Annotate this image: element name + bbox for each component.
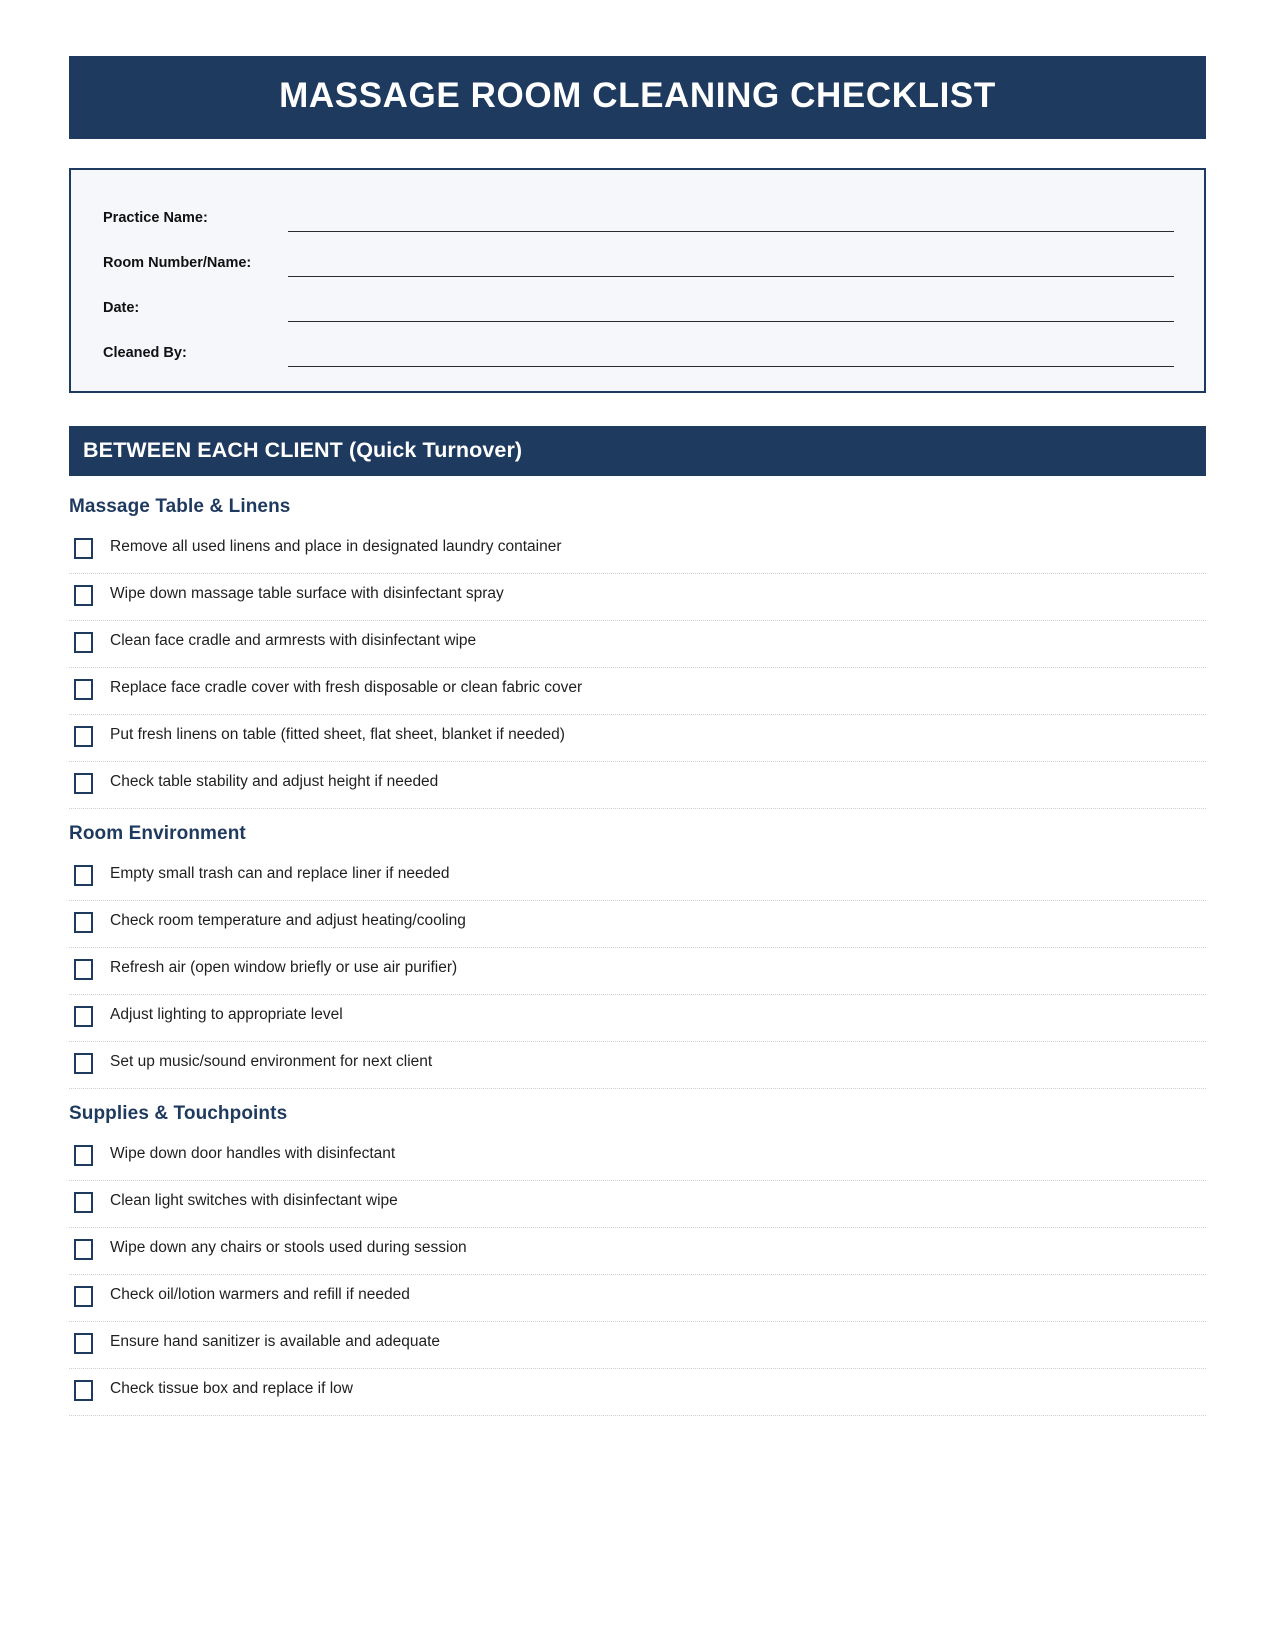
checklist-row[interactable] <box>69 1369 1206 1416</box>
checklist-item-label: Ensure hand sanitizer is available and adequate <box>110 1332 441 1350</box>
checklist-row[interactable] <box>69 854 1206 901</box>
checklist-row[interactable] <box>69 1275 1206 1322</box>
checklist-item-label: Check table stability and adjust height if needed <box>110 772 439 790</box>
info-field-label: Cleaned By: <box>103 345 187 362</box>
checklist-row[interactable] <box>69 1134 1206 1181</box>
document-title-banner <box>69 56 1206 139</box>
checklist-row[interactable] <box>69 762 1206 809</box>
checkbox-icon[interactable] <box>74 912 93 933</box>
checkbox-icon[interactable] <box>74 959 93 980</box>
checklist-item-label: Remove all used linens and place in designated laundry container <box>110 537 562 555</box>
checklist-group-title: Room Environment <box>69 822 246 844</box>
checklist-item-label: Check tissue box and replace if low <box>110 1379 353 1397</box>
info-row <box>103 192 1174 232</box>
checklist-row[interactable] <box>69 715 1206 762</box>
checkbox-icon[interactable] <box>74 585 93 606</box>
checklist-group-title: Supplies & Touchpoints <box>69 1102 288 1124</box>
checklist-item-label: Put fresh linens on table (fitted sheet, flat sheet, blanket if needed) <box>110 725 565 743</box>
info-field-input[interactable] <box>288 340 1174 367</box>
info-field-label: Date: <box>103 300 140 317</box>
checklist-row[interactable] <box>69 901 1206 948</box>
checkbox-icon[interactable] <box>74 865 93 886</box>
section-banner-between-each-client <box>69 426 1206 476</box>
checklist-group-title: Massage Table & Linens <box>69 495 291 517</box>
checkbox-icon[interactable] <box>74 1053 93 1074</box>
checklist-item-label: Set up music/sound environment for next client <box>110 1052 433 1070</box>
info-field-input[interactable] <box>288 205 1174 232</box>
checklist-row[interactable] <box>69 1322 1206 1369</box>
checkbox-icon[interactable] <box>74 1006 93 1027</box>
checklist-item-label: Replace face cradle cover with fresh disposable or clean fabric cover <box>110 678 583 696</box>
checklist-group <box>69 823 1206 1089</box>
checklist-row[interactable] <box>69 1228 1206 1275</box>
checklist-item-label: Clean light switches with disinfectant wipe <box>110 1191 398 1209</box>
checkbox-icon[interactable] <box>74 632 93 653</box>
section-title: BETWEEN EACH CLIENT (Quick Turnover) <box>83 437 523 462</box>
checkbox-icon[interactable] <box>74 1239 93 1260</box>
checklist-item-label: Adjust lighting to appropriate level <box>110 1005 343 1023</box>
checklist-group <box>69 1103 1206 1416</box>
info-field-input[interactable] <box>288 250 1174 277</box>
info-field-label: Room Number/Name: <box>103 255 252 272</box>
practice-info-box <box>69 168 1206 393</box>
checkbox-icon[interactable] <box>74 1286 93 1307</box>
checklist-row[interactable] <box>69 1181 1206 1228</box>
info-row <box>103 327 1174 367</box>
checkbox-icon[interactable] <box>74 1380 93 1401</box>
checklist-item-label: Wipe down door handles with disinfectant <box>110 1144 396 1162</box>
info-row <box>103 237 1174 277</box>
checkbox-icon[interactable] <box>74 1333 93 1354</box>
checklist-item-label: Clean face cradle and armrests with disinfectant wipe <box>110 631 477 649</box>
checklist-item-label: Empty small trash can and replace liner if needed <box>110 864 450 882</box>
info-field-input[interactable] <box>288 295 1174 322</box>
info-field-label: Practice Name: <box>103 210 208 227</box>
checklist-item-label: Check oil/lotion warmers and refill if needed <box>110 1285 410 1303</box>
checklist-item-label: Wipe down any chairs or stools used during session <box>110 1238 467 1256</box>
checklist-row[interactable] <box>69 621 1206 668</box>
checklist-item-label: Refresh air (open window briefly or use air purifier) <box>110 958 458 976</box>
checkbox-icon[interactable] <box>74 773 93 794</box>
checklist-row[interactable] <box>69 668 1206 715</box>
checklist-row[interactable] <box>69 995 1206 1042</box>
checklist-row[interactable] <box>69 948 1206 995</box>
checkbox-icon[interactable] <box>74 726 93 747</box>
checklist-row[interactable] <box>69 527 1206 574</box>
checklist-item-label: Check room temperature and adjust heating/cooling <box>110 911 466 929</box>
checkbox-icon[interactable] <box>74 1192 93 1213</box>
checklist-row[interactable] <box>69 1042 1206 1089</box>
checklist-row[interactable] <box>69 574 1206 621</box>
checkbox-icon[interactable] <box>74 679 93 700</box>
checklist-groups <box>69 496 1206 1416</box>
checklist-group <box>69 496 1206 809</box>
info-row <box>103 282 1174 322</box>
checkbox-icon[interactable] <box>74 1145 93 1166</box>
page-title: MASSAGE ROOM CLEANING CHECKLIST <box>279 76 996 115</box>
checkbox-icon[interactable] <box>74 538 93 559</box>
checklist-item-label: Wipe down massage table surface with disinfectant spray <box>110 584 504 602</box>
